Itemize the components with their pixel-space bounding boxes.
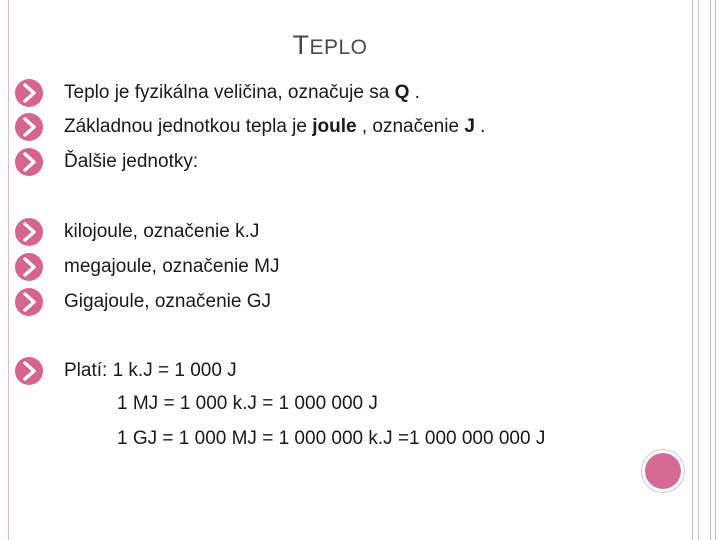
bullet-item: [14, 77, 420, 109]
slide-title-initial: T: [292, 30, 310, 60]
bullet-item: [14, 355, 237, 387]
bullet-item: [14, 216, 259, 248]
circle-right-arrow-icon: [14, 217, 44, 247]
bullet-item: [14, 111, 485, 143]
bullet-text: Ďalšie jednotky:: [64, 151, 199, 172]
decorative-circle-fill: [645, 453, 681, 489]
bullet-item: [14, 251, 279, 283]
equation-line: 1 MJ = 1 000 k.J = 1 000 000 J: [117, 393, 378, 414]
circle-right-arrow-icon: [14, 252, 44, 282]
bullet-text: Teplo je fyzikálna veličina, označuje sa Q .: [64, 82, 420, 103]
slide-title: [0, 30, 660, 61]
slide-title-rest: EPLO: [309, 36, 368, 59]
circle-right-arrow-icon: [14, 287, 44, 317]
bullet-text: kilojoule, označenie k.J: [64, 221, 260, 242]
bullet-item: [14, 286, 271, 318]
bullet-item: [14, 146, 198, 178]
bullet-text: Platí: 1 k.J = 1 000 J: [64, 360, 237, 381]
bullet-text: megajoule, označenie MJ: [64, 256, 280, 277]
circle-right-arrow-icon: [14, 112, 44, 142]
right-frame-line: [692, 0, 693, 540]
bullet-text: Základnou jednotkou tepla je joule , označenie J .: [64, 116, 486, 137]
decorative-circle: [641, 449, 685, 493]
right-frame-line: [698, 0, 699, 540]
right-frame-line: [710, 0, 711, 540]
circle-right-arrow-icon: [14, 356, 44, 386]
circle-right-arrow-icon: [14, 78, 44, 108]
left-frame-line: [8, 0, 9, 540]
equation-line: 1 GJ = 1 000 MJ = 1 000 000 k.J =1 000 000 000 J: [117, 428, 546, 449]
right-frame-line: [715, 0, 716, 540]
circle-right-arrow-icon: [14, 147, 44, 177]
bullet-text: Gigajoule, označenie GJ: [64, 291, 272, 312]
